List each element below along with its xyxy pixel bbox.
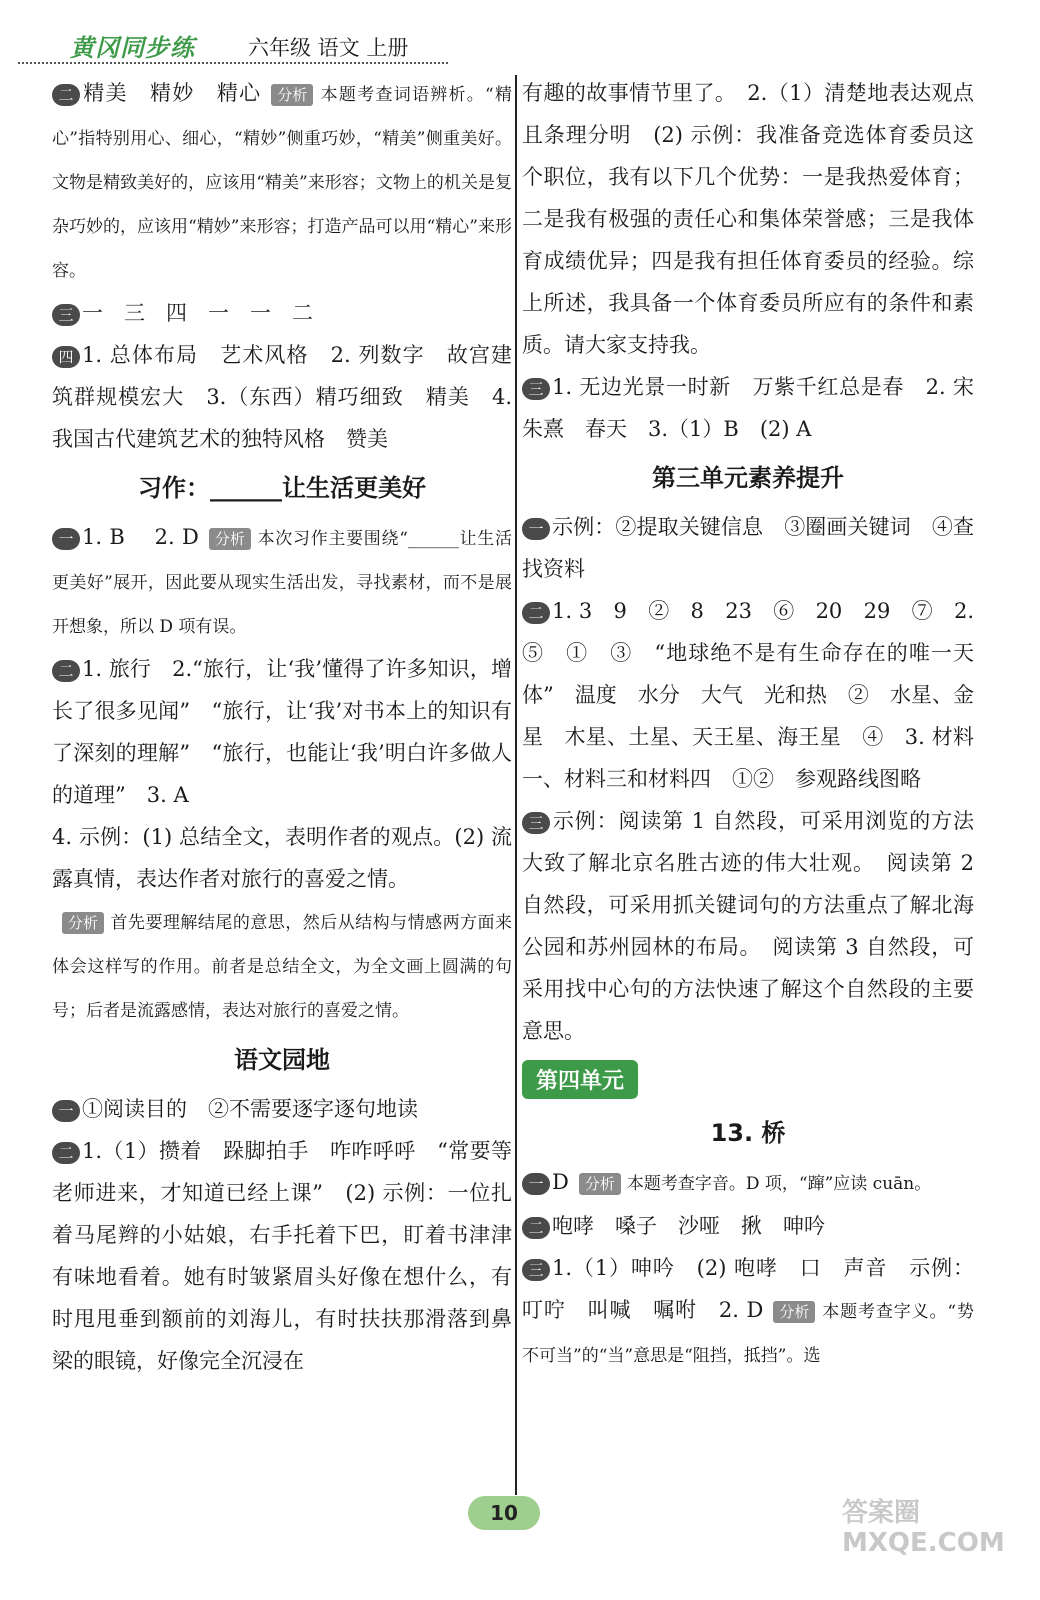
answer-text: 咆哮 嗓子 沙哑 揪 呻吟 — [552, 1214, 825, 1238]
analysis-text: 首先要理解结尾的意思，然后从结构与情感两方面来体会这样写的作用。前者是总结全文，为全文画上圆满的句号；后者是流露感情，表达对旅行的喜爱之情。 — [52, 913, 512, 1021]
answer-paragraph — [522, 506, 974, 590]
answer-paragraph — [522, 72, 974, 366]
section-heading: 第三单元素养提升 — [652, 464, 844, 492]
analysis-tag: 分析 — [271, 84, 313, 106]
page-number: 10 — [468, 1496, 540, 1530]
answer-paragraph — [52, 72, 512, 292]
answer-paragraph — [522, 590, 974, 800]
answer-text: 1. 3 9 ② 8 23 ⑥ 20 29 ⑦ 2. ⑤ ① ③ “地球绝不是有生命存在的唯一天体” 温度 水分 大气 光和热 ② 水星、金星 木星、土星、天王星、海王星 ④ 3. 材料一、材料三和材料四 ①② 参观路线图略 — [522, 599, 974, 791]
answer-text: 示例：阅读第 1 自然段，可采用浏览的方法大致了解北京名胜古迹的伟大壮观。 阅读第 2 自然段，可采用抓关键词句的方法重点了解北海公园和苏州园林的布局。 阅读第 3 自然段，可采用找中心句的方法快速了解这个自然段的主要意思。 — [522, 809, 974, 1043]
answer-paragraph — [52, 334, 512, 460]
answer-text: 1. 总体布局 艺术风格 2. 列数字 故宫建筑群规模宏大 3.（东西）精巧细致 精美 4. 我国古代建筑艺术的独特风格 赞美 — [52, 343, 512, 451]
question-number-badge: 三 — [522, 378, 550, 400]
answer-text: 1. 旅行 2.“旅行，让‘我’懂得了许多知识，增长了很多见闻” “旅行，让‘我’对书本上的知识有了深刻的理解” “旅行，也能让‘我’明白许多做人的道理” 3. A — [52, 657, 512, 807]
answer-paragraph — [52, 1088, 512, 1130]
question-number-badge: 一 — [522, 1173, 550, 1195]
answer-paragraph — [522, 1247, 974, 1377]
right-column — [522, 72, 995, 1377]
question-number-badge: 二 — [52, 84, 80, 106]
analysis-text: 本题考查词语辨析。“精心”指特别用心、细心，“精妙”侧重巧妙，“精美”侧重美好。文物是精致美好的，应该用“精美”来形容；文物上的机关是复杂巧妙的，应该用“精妙”来形容；打造产品可以用“精心”来形容。 — [52, 85, 513, 281]
question-number-badge: 三 — [522, 1259, 550, 1281]
question-number-badge: 三 — [522, 812, 550, 834]
answer-paragraph — [52, 816, 512, 900]
answer-paragraph — [52, 516, 512, 648]
section-heading: 13. 桥 — [710, 1119, 786, 1147]
answer-paragraph — [522, 1161, 974, 1205]
answer-text: 一 三 四 一 一 二 — [82, 301, 313, 325]
answer-paragraph — [52, 292, 512, 334]
book-subtitle: 六年级 语文 上册 — [248, 36, 409, 60]
unit-banner: 第四单元 — [522, 1060, 638, 1099]
analysis-text: 本题考查字义。“势不可当”的“当”意思是“阻挡，抵挡”。选 — [522, 1302, 974, 1366]
header-rule — [18, 62, 448, 64]
analysis-tag: 分析 — [209, 528, 251, 550]
answer-paragraph — [522, 366, 995, 450]
answer-text: 1.（1）呻吟 (2) 咆哮 口 声音 示例：叮咛 叫喊 嘱咐 2. D — [522, 1256, 974, 1322]
answer-text: 1. B 2. D — [82, 525, 199, 549]
answer-paragraph — [52, 648, 512, 816]
question-number-badge: 二 — [52, 1142, 80, 1164]
analysis-text: 本次习作主要围绕“______让生活更美好”展开，因此要从现实生活出发，寻找素材，而不是展开想象，所以 D 项有误。 — [52, 529, 512, 637]
question-number-badge: 二 — [522, 602, 550, 624]
answer-paragraph — [522, 1205, 974, 1247]
section-heading: 习作：______让生活更美好 — [138, 474, 426, 502]
series-logo: 黄冈同步练 — [70, 34, 195, 62]
section-heading: 语文园地 — [234, 1046, 330, 1074]
answer-text: 1. 无边光景一时新 万紫千红总是春 2. 宋 朱熹 春天 3.（1）B (2) A — [522, 375, 995, 441]
answer-text: ①阅读目的 ②不需要逐字逐句地读 — [82, 1097, 418, 1121]
question-number-badge: 一 — [52, 1100, 80, 1122]
answer-text: D — [552, 1170, 569, 1194]
answer-text: 1.（1）攒着 跺脚拍手 咋咋呼呼 “常要等老师进来，才知道已经上课” (2) 示例：一位扎着马尾辫的小姑娘，右手托着下巴，盯着书津津有味地看着。她有时皱紧眉头好像在想什么，有时甩甩垂到额前的刘海儿，有时扶扶那滑落到鼻梁的眼镜，好像完全沉浸在 — [52, 1139, 512, 1373]
answer-text: 精美 精妙 精心 — [82, 81, 262, 105]
question-number-badge: 一 — [52, 528, 80, 550]
watermark: 答案圈 MXQE.COM — [842, 1498, 1005, 1558]
answer-paragraph — [522, 800, 974, 1052]
answer-text: 示例：②提取关键信息 ③圈画关键词 ④查找资料 — [522, 515, 974, 581]
answer-paragraph — [52, 900, 512, 1032]
answer-paragraph — [52, 1130, 512, 1382]
answer-text: 4. 示例：(1) 总结全文，表明作者的观点。(2) 流露真情，表达作者对旅行的喜爱之情。 — [52, 825, 512, 891]
page-header — [18, 28, 448, 68]
question-number-badge: 三 — [52, 304, 80, 326]
question-number-badge: 一 — [522, 518, 550, 540]
question-number-badge: 二 — [522, 1217, 550, 1239]
analysis-tag: 分析 — [62, 912, 104, 934]
question-number-badge: 四 — [52, 346, 80, 368]
analysis-text: 本题考查字音。D 项，“蹿”应读 cuān。 — [626, 1174, 932, 1194]
analysis-tag: 分析 — [773, 1301, 815, 1323]
question-number-badge: 二 — [52, 660, 80, 682]
analysis-tag: 分析 — [579, 1173, 621, 1195]
answer-text: 有趣的故事情节里了。 2.（1）清楚地表达观点且条理分明 (2) 示例：我准备竞选体育委员这个职位，我有以下几个优势：一是我热爱体育；二是我有极强的责任心和集体荣誉感；三是我体育成绩优异；四是我有担任体育委员的经验。综上所述，我具备一个体育委员所应有的条件和素质。请大家支持我。 — [522, 81, 974, 357]
left-column — [52, 72, 512, 1382]
column-divider — [515, 75, 517, 1495]
